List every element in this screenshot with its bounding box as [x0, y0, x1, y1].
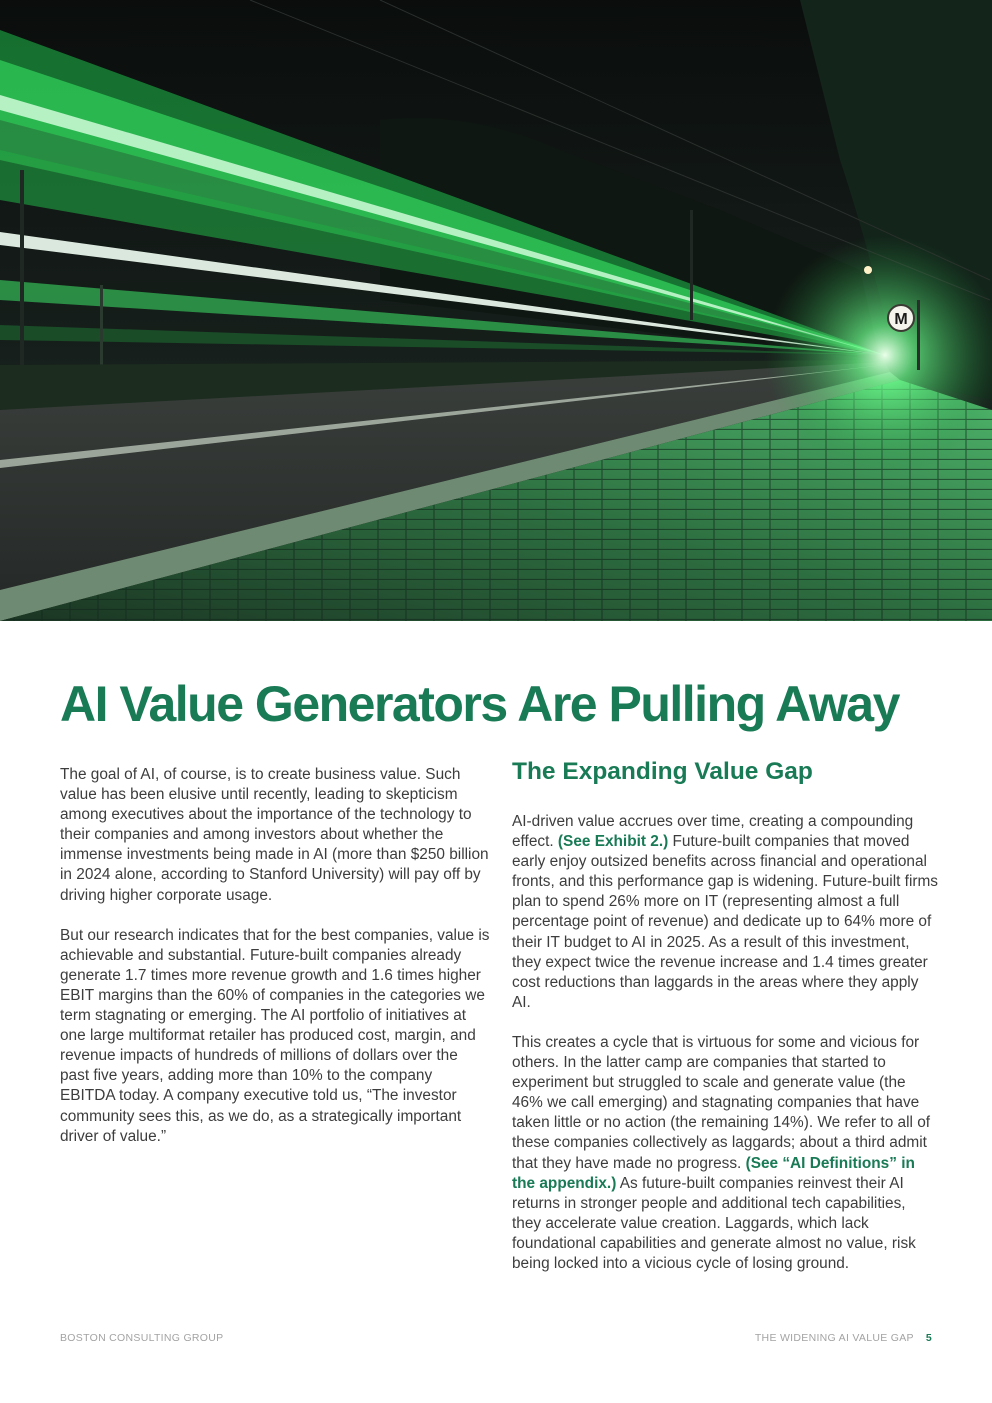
- page-number: 5: [925, 1332, 932, 1344]
- hero-image: [0, 0, 992, 621]
- metro-sign-letter: M: [894, 311, 908, 328]
- exhibit-2-link[interactable]: (See Exhibit 2.): [557, 833, 669, 851]
- footer-publisher: BOSTON CONSULTING GROUP: [60, 1332, 224, 1344]
- footer-report-title: THE WIDENING AI VALUE GAP: [754, 1332, 914, 1344]
- paragraph-text: This creates a cycle that is virtuous for some and vicious for others. In the latter camp are companies that started to experiment but struggled to scale and generate value (the 46% we call emerging) and stagnating companies that have taken little or no action (the remaining 14%). We refer to all of these companies collectively as laggards; about a third admit that they have made no progress.: [512, 1033, 931, 1172]
- body-paragraph-3: [512, 812, 938, 1013]
- page-title: AI Value Generators Are Pulling Away: [60, 676, 899, 732]
- body-paragraph-4: [512, 1033, 938, 1274]
- right-column: [512, 756, 938, 1294]
- paragraph-text: AI-driven value accrues over time, creating a compounding effect.: [512, 813, 914, 851]
- ai-definitions-link[interactable]: (See “AI Definitions” in the appendix.): [512, 1154, 915, 1192]
- section-subheading: The Expanding Value Gap: [512, 758, 813, 785]
- left-column: [60, 765, 490, 1167]
- paragraph-text: Future-built companies that moved early enjoy outsized benefits across financial and operational fronts, and this performance gap is widening. Future-built firms plan to spend 26% more on IT (representing almost a full percentage point of revenue) and dedicate up to 64% more of their IT budget to AI in 2025. As a result of this investment, they expect twice the revenue increase and 1.4 times greater cost reductions than laggards in the areas where they apply AI.: [512, 833, 939, 1011]
- paragraph-text: As future-built companies reinvest their AI returns in stronger people and additional tech capabilities, they accelerate value creation. Laggards, which lack foundational capabilities and generate almost no value, risk being locked into a vicious cycle of losing ground.: [512, 1174, 916, 1272]
- body-paragraph-2: But our research indicates that for the best companies, value is achievable and substantial. Future-built companies already generate 1.7 times more revenue growth and 1.6 times higher EBIT margins than the 60% of companies in the categories we term stagnating or emerging. The AI portfolio of initiatives at one large multiformat retailer has produced cost, margin, and revenue impacts of hundreds of millions of dollars over the past five years, adding more than 10% to the company EBITDA today. A company executive told us, “The investor community sees this, as we do, as a strategically important driver of value.”: [60, 926, 490, 1145]
- footer-right: [755, 1332, 932, 1344]
- body-paragraph-1: The goal of AI, of course, is to create business value. Such value has been elusive until recently, leading to skepticism among executives about the importance of the technology to their companies and among investors about whether the immense investments being made in AI (more than $250 billion in 2024 alone, according to Stanford University) will pay off by driving higher corporate usage.: [60, 766, 489, 904]
